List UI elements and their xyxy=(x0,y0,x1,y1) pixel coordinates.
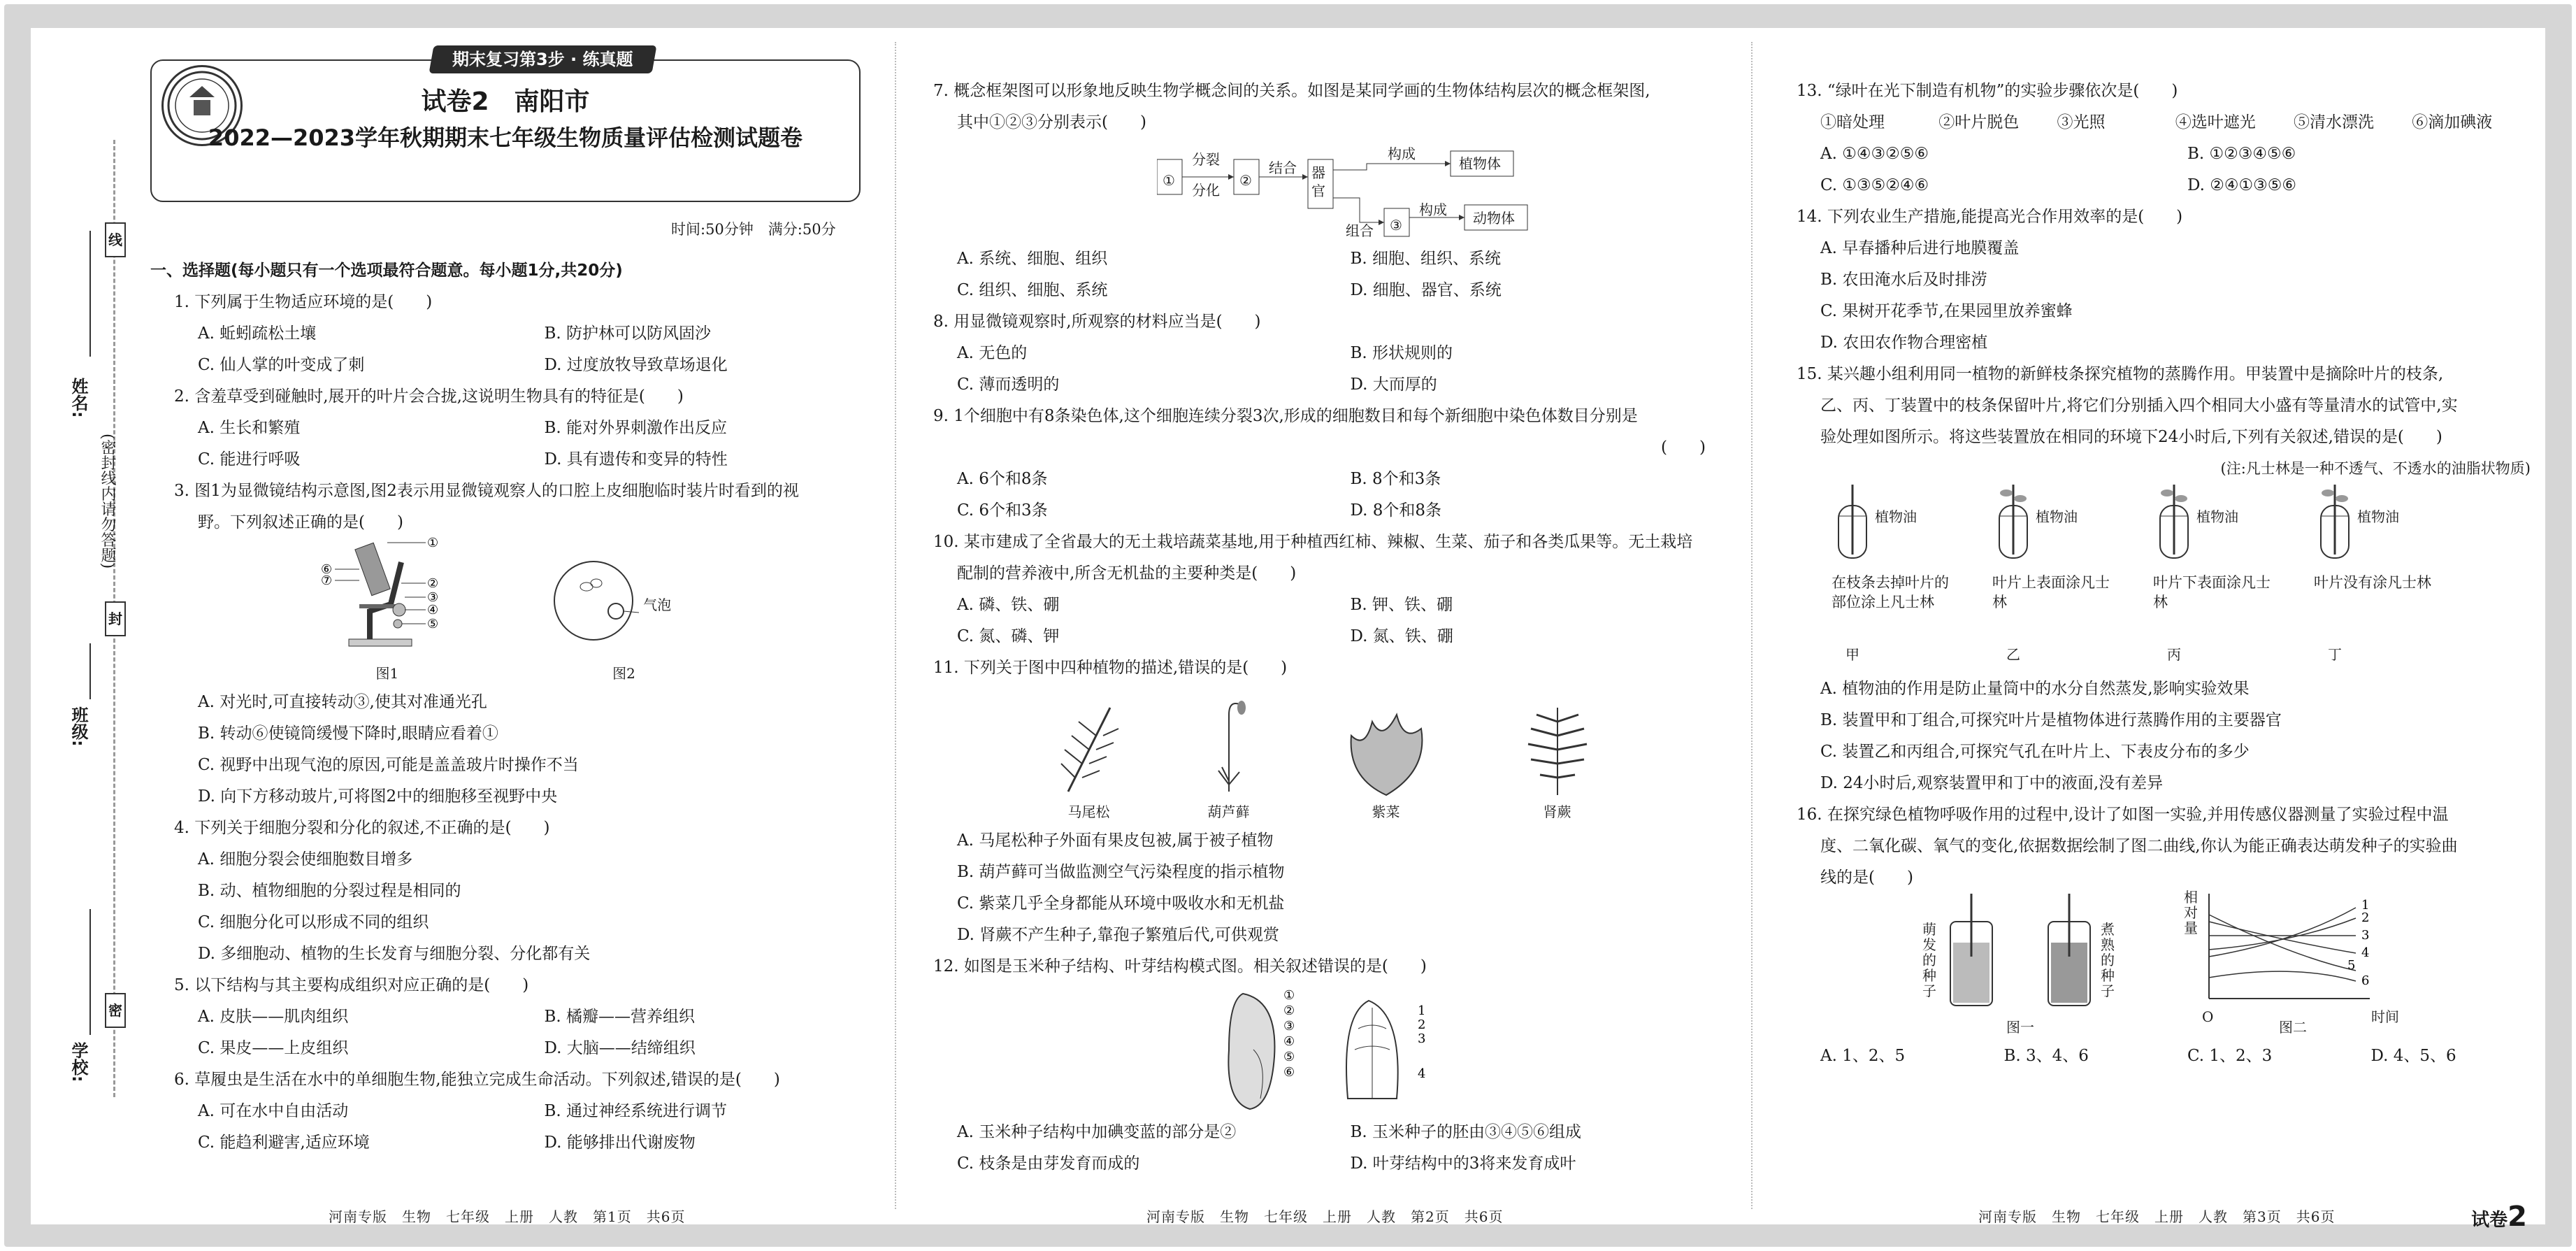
respiration-curve-chart xyxy=(2188,894,2398,1013)
q12-stem: 12. 如图是玉米种子结构、叶芽结构模式图。相关叙述错误的是( ) xyxy=(933,957,1427,975)
q14-option-b: B. 农田淹水后及时排涝 xyxy=(1820,271,1987,289)
svg-text:⑥: ⑥ xyxy=(320,562,332,577)
svg-text:4: 4 xyxy=(2361,945,2370,960)
q12-figure xyxy=(933,987,1720,1113)
q15-option-a: A. 植物油的作用是防止量筒中的水分自然蒸发,影响实验效果 xyxy=(1820,680,2250,698)
q7-label-split: 分裂 xyxy=(1192,151,1220,168)
bing-label: 丙 xyxy=(2167,646,2181,663)
svg-text:④: ④ xyxy=(1283,1034,1295,1049)
column-1 xyxy=(150,255,867,1159)
question-2 xyxy=(150,381,867,476)
q9-option-c: C. 6个和3条 xyxy=(957,501,1048,520)
svg-text:2: 2 xyxy=(1417,1017,1425,1032)
q16-option-b: B. 3、4、6 xyxy=(2003,1047,2089,1065)
q8-option-a: A. 无色的 xyxy=(957,344,1028,362)
q7-plant: 植物体 xyxy=(1459,155,1501,172)
q8-option-c: C. 薄而透明的 xyxy=(957,376,1060,394)
q14-option-c: C. 果树开花季节,在果园里放养蜜蜂 xyxy=(1820,302,2073,320)
q5-stem: 5. 以下结构与其主要构成组织对应正确的是( ) xyxy=(174,976,529,994)
q16-fig1-caption: 图一 xyxy=(2006,1019,2034,1036)
ding-treatment: 叶片没有涂凡士林 xyxy=(2314,574,2431,591)
q9-stem: 9. 1个细胞中有8条染色体,这个细胞连续分裂3次,形成的细胞数目和每个新细胞中染色体数目分别是 xyxy=(933,407,1638,425)
cut-mark-1: 线 xyxy=(105,222,126,257)
q1-stem: 1. 下列属于生物适应环境的是( ) xyxy=(174,293,433,311)
jia-treatment: 在枝条去掉叶片的部位涂上凡士林 xyxy=(1832,574,1949,610)
svg-text:④: ④ xyxy=(426,603,438,617)
q11-option-c: C. 紫菜几乎全身都能从环境中吸收水和无机盐 xyxy=(957,894,1285,913)
q15-stem-2: 乙、丙、丁装置中的枝条保留叶片,将它们分别插入四个相同大小盛有等量清水的试管中,实 xyxy=(1820,396,2458,415)
q10-option-c: C. 氮、磷、钾 xyxy=(957,627,1060,645)
footer-page-3: 河南专版 生物 七年级 上册 人教 第3页 共6页 xyxy=(1978,1208,2336,1225)
apparatus-bing xyxy=(2153,485,2279,673)
footer-page-1: 河南专版 生物 七年级 上册 人教 第1页 共6页 xyxy=(329,1208,686,1225)
apparatus-ding xyxy=(2314,485,2440,673)
svg-text:5: 5 xyxy=(2347,958,2356,973)
fern-icon xyxy=(1516,701,1599,799)
q5-option-d: D. 大脑——结缔组织 xyxy=(544,1039,696,1057)
svg-text:3: 3 xyxy=(1417,1031,1425,1046)
plant-fern xyxy=(1516,701,1599,821)
yi-oil-label: 植物油 xyxy=(2036,508,2078,525)
plant-laver xyxy=(1334,708,1439,821)
q13-option-a: A. ①④③②⑤⑥ xyxy=(1820,145,1929,163)
q3-stem-cont: 野。下列叙述正确的是( ) xyxy=(198,513,403,531)
paper-title: 试卷2 南阳市 xyxy=(421,87,590,116)
q7-option-c: C. 组织、细胞、系统 xyxy=(957,281,1108,299)
q13-step-1: ①暗处理 xyxy=(1820,113,1885,131)
q3-option-b: B. 转动⑥使镜筒缓慢下降时,眼睛应看着① xyxy=(198,724,498,743)
q11-option-d: D. 肾蕨不产生种子,靠孢子繁殖后代,可供观赏 xyxy=(957,926,1279,944)
q14-option-d: D. 农田农作物合理密植 xyxy=(1820,334,1988,352)
q1-option-c: C. 仙人掌的叶变成了刺 xyxy=(198,356,365,374)
q3-fig2-caption: 图2 xyxy=(612,665,635,682)
svg-text:③: ③ xyxy=(426,590,438,605)
q3-fig1-caption: 图1 xyxy=(375,665,399,682)
leafy-tube-icon xyxy=(2153,485,2195,562)
footer-page-2: 河南专版 生物 七年级 上册 人教 第2页 共6页 xyxy=(1146,1208,1504,1225)
time-score: 时间:50分钟 满分:50分 xyxy=(671,221,836,238)
bing-treatment: 叶片下表面涂凡士林 xyxy=(2153,574,2271,610)
q10-option-d: D. 氮、铁、硼 xyxy=(1350,627,1453,645)
question-14 xyxy=(1797,201,2531,359)
q12-option-a: A. 玉米种子结构中加碘变蓝的部分是② xyxy=(957,1123,1237,1141)
leafy-tube-icon xyxy=(1992,485,2034,562)
q16-option-c: C. 1、2、3 xyxy=(2187,1047,2273,1065)
q15-option-d: D. 24小时后,观察装置甲和丁中的液面,没有差异 xyxy=(1820,774,2164,792)
q1-option-b: B. 防护林可以防风固沙 xyxy=(544,324,712,343)
q7-label-diff: 分化 xyxy=(1192,182,1220,199)
q12-option-b: B. 玉米种子的胚由③④⑤⑥组成 xyxy=(1350,1123,1582,1141)
q1-option-a: A. 蚯蚓疏松土壤 xyxy=(198,324,317,343)
question-9 xyxy=(933,401,1720,527)
question-7 xyxy=(933,76,1720,306)
q7-node-3: ③ xyxy=(1390,217,1402,234)
boiled-seed-label: 煮熟的种子 xyxy=(2101,921,2115,999)
q13-step-3: ③光照 xyxy=(2057,113,2106,131)
cut-mark-2: 封 xyxy=(105,601,126,636)
moss-icon xyxy=(1201,694,1257,799)
svg-text:⑥: ⑥ xyxy=(1283,1065,1295,1080)
q10-stem: 10. 某市建成了全省最大的无土栽培蔬菜基地,用于种植西红柿、辣椒、生菜、茄子和各类瓜果等。无土栽培 xyxy=(933,533,1693,551)
apparatus-jia xyxy=(1832,485,1957,673)
yi-label: 乙 xyxy=(2006,646,2020,663)
bubble-label: 气泡 xyxy=(643,596,672,613)
q13-option-c: C. ①③⑤②④⑥ xyxy=(1820,176,1929,194)
germinating-seed-label: 萌发的种子 xyxy=(1922,921,1936,999)
question-3 xyxy=(150,476,867,813)
q7-stem: 7. 概念框架图可以形象地反映生物学概念间的关系。如图是某同学画的生物体结构层次的概念框架图, xyxy=(933,82,1650,100)
bing-oil-label: 植物油 xyxy=(2196,508,2238,525)
question-15 xyxy=(1797,359,2531,799)
class-label: 班级: xyxy=(69,706,88,747)
q16-option-d: D. 4、5、6 xyxy=(2370,1047,2456,1065)
q13-stem: 13. “绿叶在光下制造有机物”的实验步骤依次是( ) xyxy=(1797,82,2178,100)
test-tube-icon xyxy=(1832,485,1873,562)
q13-step-6: ⑥滴加碘液 xyxy=(2412,113,2493,131)
q2-option-d: D. 具有遗传和变异的特性 xyxy=(544,450,728,469)
q3-option-a: A. 对光时,可直接转动③,使其对准通光孔 xyxy=(198,693,487,711)
q3-figure-1 xyxy=(321,534,454,682)
q4-option-b: B. 动、植物细胞的分裂过程是相同的 xyxy=(198,882,461,900)
question-10 xyxy=(933,527,1720,652)
yi-treatment: 叶片上表面涂凡士林 xyxy=(1992,574,2110,610)
q7-organ: 器官 xyxy=(1311,164,1325,199)
q10-stem-cont: 配制的营养液中,所含无机盐的主要种类是( ) xyxy=(957,564,1297,582)
seaweed-icon xyxy=(1334,708,1439,799)
concept-map-diagram xyxy=(1157,138,1590,243)
q14-option-a: A. 早春播种后进行地膜覆盖 xyxy=(1820,239,2020,257)
q3-figure-2 xyxy=(552,548,696,682)
corn-seed-bud-diagram xyxy=(1215,987,1439,1113)
question-12 xyxy=(933,951,1720,1180)
q5-option-b: B. 橘瓣——营养组织 xyxy=(544,1008,696,1026)
question-16 xyxy=(1797,799,2531,1072)
cut-mark-3: 密 xyxy=(105,993,126,1028)
plant-moss-label: 葫芦藓 xyxy=(1207,803,1250,820)
q7-option-d: D. 细胞、器官、系统 xyxy=(1350,281,1502,299)
q16-option-a: A. 1、2、5 xyxy=(1820,1047,1906,1065)
q8-option-b: B. 形状规则的 xyxy=(1350,344,1453,362)
svg-text:①: ① xyxy=(426,536,438,550)
column-divider-2 xyxy=(1751,42,1753,1209)
svg-text:⑤: ⑤ xyxy=(426,617,438,631)
q13-option-b: B. ①②③④⑤⑥ xyxy=(2187,145,2296,163)
q8-option-d: D. 大而厚的 xyxy=(1350,376,1437,394)
svg-text:1: 1 xyxy=(1417,1003,1425,1018)
q12-option-d: D. 叶芽结构中的3将来发育成叶 xyxy=(1350,1155,1576,1173)
q9-option-a: A. 6个和8条 xyxy=(957,470,1048,488)
q6-option-b: B. 通过神经系统进行调节 xyxy=(544,1102,728,1120)
q3-option-c: C. 视野中出现气泡的原因,可能是盖盖玻片时操作不当 xyxy=(198,756,579,774)
q7-node-1: ① xyxy=(1163,172,1175,189)
q7-concept-map xyxy=(1157,138,1720,243)
svg-text:3: 3 xyxy=(2361,928,2370,943)
q7-option-b: B. 细胞、组织、系统 xyxy=(1350,250,1502,268)
section-heading: 一、选择题(每小题只有一个选项最符合题意。每小题1分,共20分) xyxy=(150,262,623,280)
q3-stem: 3. 图1为显微镜结构示意图,图2表示用显微镜观察人的口腔上皮细胞临时装片时看到的视 xyxy=(174,482,799,500)
svg-text:4: 4 xyxy=(1417,1066,1425,1081)
q4-option-a: A. 细胞分裂会使细胞数目增多 xyxy=(198,850,413,868)
q11-stem: 11. 下列关于图中四种植物的描述,错误的是( ) xyxy=(933,659,1288,677)
microscope-icon xyxy=(321,534,454,653)
q16-figure-2 xyxy=(2184,889,2419,1041)
q13-option-d: D. ②④①③⑤⑥ xyxy=(2187,176,2296,194)
q15-note: (注:凡士林是一种不透气、不透水的油脂状物质) xyxy=(2220,460,2531,477)
plant-fern-label: 肾蕨 xyxy=(1543,803,1571,820)
paper-badge-number: 2 xyxy=(2507,1201,2527,1233)
svg-text:②: ② xyxy=(426,576,438,591)
jia-label: 甲 xyxy=(1845,646,1859,663)
plant-moss xyxy=(1201,694,1257,821)
q3-option-d: D. 向下方移动玻片,可将图2中的细胞移至视野中央 xyxy=(198,787,558,806)
q6-option-d: D. 能够排出代谢废物 xyxy=(544,1134,696,1152)
q13-step-4: ④选叶遮光 xyxy=(2175,113,2256,131)
q7-option-a: A. 系统、细胞、组织 xyxy=(957,250,1108,268)
q11-option-b: B. 葫芦藓可当做监测空气污染程度的指示植物 xyxy=(957,863,1285,881)
q1-option-d: D. 过度放牧导致草场退化 xyxy=(544,356,728,374)
q9-option-b: B. 8个和3条 xyxy=(1350,470,1441,488)
q16-stem-3: 线的是( ) xyxy=(1820,868,1913,887)
apparatus-yi xyxy=(1992,485,2118,673)
question-13 xyxy=(1797,76,2531,201)
svg-text:1: 1 xyxy=(2361,898,2370,913)
svg-text:②: ② xyxy=(1283,1003,1295,1018)
q15-apparatus xyxy=(1797,485,2531,673)
q2-option-c: C. 能进行呼吸 xyxy=(198,450,301,469)
q4-option-d: D. 多细胞动、植物的生长发育与细胞分裂、分化都有关 xyxy=(198,945,591,963)
q7-label-form1: 构成 xyxy=(1388,145,1416,162)
q7-animal: 动物体 xyxy=(1473,210,1515,227)
q11-option-a: A. 马尾松种子外面有果皮包被,属于被子植物 xyxy=(957,831,1274,850)
y-axis-label: 相对量 xyxy=(2184,889,2198,936)
class-line xyxy=(89,643,91,699)
q15-stem: 15. 某兴趣小组利用同一植物的新鲜枝条探究植物的蒸腾作用。甲装置中是摘除叶片的枝条, xyxy=(1797,365,2444,383)
ding-label: 丁 xyxy=(2328,646,2342,663)
question-6 xyxy=(150,1064,867,1159)
pine-branch-icon xyxy=(1054,701,1124,799)
question-8 xyxy=(933,306,1720,401)
q2-stem: 2. 含羞草受到碰触时,展开的叶片会合拢,这说明生物具有的特征是( ) xyxy=(174,387,684,406)
paper-badge-label: 试卷 xyxy=(2471,1210,2508,1231)
school-label: 学校: xyxy=(69,1042,88,1082)
seal-note: (密封线内请勿答题) xyxy=(99,434,116,569)
q6-stem: 6. 草履虫是生活在水中的单细胞生物,能独立完成生命活动。下列叙述,错误的是( ) xyxy=(174,1071,780,1089)
q6-option-c: C. 能趋利避害,适应环境 xyxy=(198,1134,370,1152)
svg-text:⑦: ⑦ xyxy=(320,573,332,588)
q5-option-c: C. 果皮——上皮组织 xyxy=(198,1039,349,1057)
q16-fig2-caption: 图二 xyxy=(2279,1019,2307,1036)
q7-label-combine2: 组合 xyxy=(1346,222,1374,239)
q9-option-d: D. 8个和8条 xyxy=(1350,501,1442,520)
origin-label: O xyxy=(2202,1008,2214,1025)
q2-option-a: A. 生长和繁殖 xyxy=(198,419,301,437)
q3-figures xyxy=(150,536,867,682)
q5-option-a: A. 皮肤——肌肉组织 xyxy=(198,1008,349,1026)
svg-text:⑤: ⑤ xyxy=(1283,1050,1295,1064)
q10-option-b: B. 钾、铁、硼 xyxy=(1350,596,1453,614)
plant-pine-label: 马尾松 xyxy=(1067,803,1110,820)
q7-label-combine: 结合 xyxy=(1269,159,1297,176)
x-axis-label: 时间 xyxy=(2371,1008,2399,1025)
q13-step-2: ②叶片脱色 xyxy=(1938,113,2020,131)
question-1 xyxy=(150,287,867,381)
q2-option-b: B. 能对外界刺激作出反应 xyxy=(544,419,728,437)
q15-stem-3: 验处理如图所示。将这些装置放在相同的环境下24小时后,下列有关叙述,错误的是( ) xyxy=(1820,428,2442,446)
q12-option-c: C. 枝条是由芽发育而成的 xyxy=(957,1155,1140,1173)
svg-text:2: 2 xyxy=(2361,910,2370,925)
q10-option-a: A. 磷、铁、硼 xyxy=(957,596,1060,614)
q9-paren: ( ) xyxy=(1661,438,1706,457)
q13-step-5: ⑤清水漂洗 xyxy=(2294,113,2374,131)
school-line xyxy=(89,909,91,1035)
column-2 xyxy=(933,76,1720,1180)
q15-option-b: B. 装置甲和丁组合,可探究叶片是植物体进行蒸腾作用的主要器官 xyxy=(1820,711,2282,729)
q14-stem: 14. 下列农业生产措施,能提高光合作用效率的是( ) xyxy=(1797,208,2183,226)
leafy-tube-icon xyxy=(2314,485,2356,562)
q7-stem-cont: 其中①②③分别表示( ) xyxy=(957,113,1146,131)
q11-plants xyxy=(933,688,1720,821)
name-line xyxy=(89,231,91,357)
q8-stem: 8. 用显微镜观察时,所观察的材料应当是( ) xyxy=(933,313,1261,331)
q6-option-a: A. 可在水中自由活动 xyxy=(198,1102,349,1120)
q15-option-c: C. 装置乙和丙组合,可探究气孔在叶片上、下表皮分布的多少 xyxy=(1820,743,2250,761)
column-divider-1 xyxy=(895,42,896,1209)
plant-laver-label: 紫菜 xyxy=(1372,803,1400,820)
header-banner: 期末复习第3步 · 练真题 xyxy=(429,45,656,73)
q16-figures xyxy=(1797,889,2531,1041)
q4-stem: 4. 下列关于细胞分裂和分化的叙述,不正确的是( ) xyxy=(174,819,550,837)
q7-node-2: ② xyxy=(1239,172,1252,189)
header-box xyxy=(150,50,861,202)
column-3 xyxy=(1797,76,2531,1072)
plant-pine xyxy=(1054,701,1124,821)
q7-label-form2: 构成 xyxy=(1419,201,1447,218)
jia-oil-label: 植物油 xyxy=(1875,508,1917,525)
ding-oil-label: 植物油 xyxy=(2357,508,2399,525)
q16-stem-2: 度、二氧化碳、氧气的变化,依据数据绘制了图二曲线,你认为能正确表达萌发种子的实验曲 xyxy=(1820,837,2458,855)
svg-text:③: ③ xyxy=(1283,1019,1295,1034)
svg-text:①: ① xyxy=(1283,988,1295,1003)
paper-badge xyxy=(2471,1201,2527,1233)
q4-option-c: C. 细胞分化可以形成不同的组织 xyxy=(198,913,429,931)
paper-subtitle: 2022—2023学年秋期期末七年级生物质量评估检测试题卷 xyxy=(208,124,803,151)
q16-figure-1 xyxy=(1922,894,2132,1041)
q16-stem: 16. 在探究绿色植物呼吸作用的过程中,设计了如图一实验,并用传感仪器测量了实验过程中温 xyxy=(1797,806,2449,824)
name-label: 姓名: xyxy=(69,378,88,418)
question-5 xyxy=(150,970,867,1064)
question-11 xyxy=(933,652,1720,951)
question-4 xyxy=(150,813,867,970)
svg-text:6: 6 xyxy=(2361,973,2370,988)
